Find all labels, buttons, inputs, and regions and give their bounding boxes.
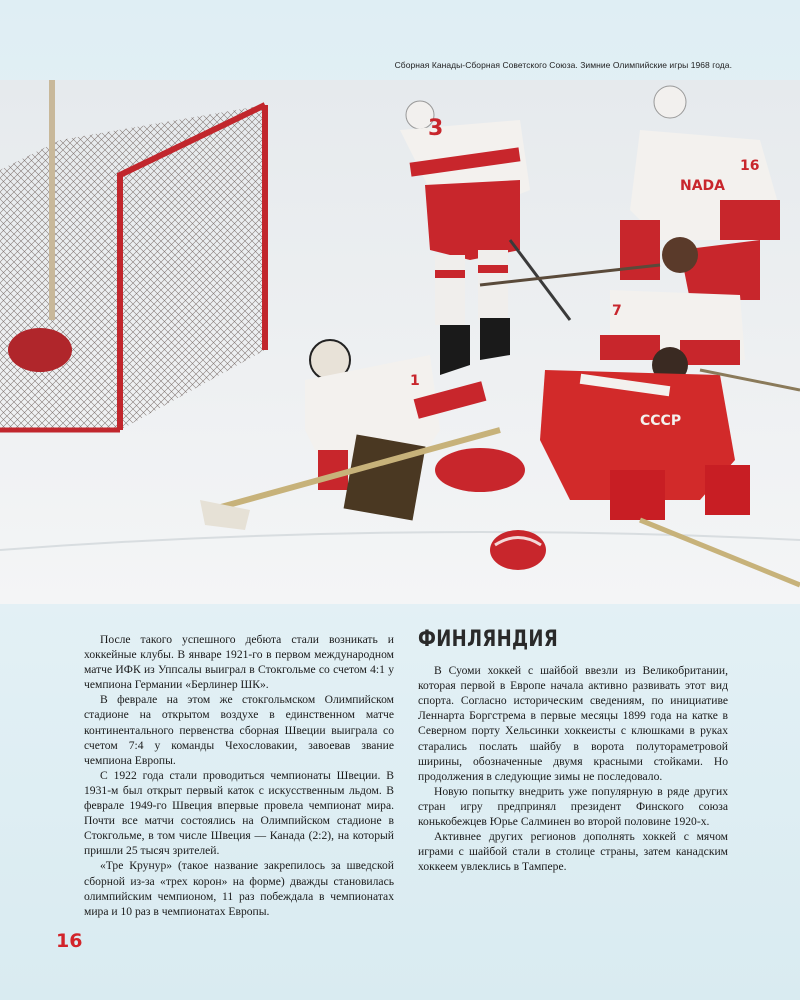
right-text-column bbox=[418, 627, 728, 874]
paragraph: Новую попытку внедрить уже популярную в ряде других стран игру предпринял президент Финского союза конькобежцев Юрье Салминен во второй половине 1920-х. bbox=[418, 784, 728, 829]
red-glove bbox=[8, 328, 72, 372]
paragraph: «Тре Крунур» (такое название закрепилось за шведской сборной из-за «трех корон» на форме) дважды становилась олимпийским чемпионом, 11 раз побеждала в чемпионатах мира и 10 раз в чемпионатах Европы. bbox=[84, 859, 394, 918]
paragraph: В Суоми хоккей с шайбой ввезли из Великобритании, которая первой в Европе начала активно развивать этот вид спорта. Согласно историческим сведениям, по инициативе Леннарта Боргстрема в первые месяцы 1899 года на катке в Северном порту Хельсинки хоккеисты с клюшками в руках старались послать шайбу в ворота полутораметровой ширины, обозначенные двумя красными стойками. Но продолжения в следующие зимы не последовало. bbox=[418, 664, 728, 783]
jersey-text-nada: NADA bbox=[680, 178, 726, 194]
left-text-column bbox=[84, 632, 394, 919]
paragraph: В феврале на этом же стокгольмском Олимпийском стадионе на открытом воздухе в единственном матче континентального первенства сборная Швеции выиграла со счетом 7:4 у команды Чехословакии, завоевав звание чемпиона Европы. bbox=[84, 693, 394, 767]
paragraph: После такого успешного дебюта стали возникать и хоккейные клубы. В январе 1921-го в первом международном матче ИФК из Уппсалы выиграл в Стокгольме со счетом 4:1 у чемпиона Германии «Берлинер ШК». bbox=[84, 633, 394, 692]
hockey-scene-illustration bbox=[0, 80, 800, 604]
paragraph: С 1922 года стали проводиться чемпионаты Швеции. В 1931-м был открыт первый каток с искусственным льдом. В феврале 1949-го Швеция впервые провела чемпионат мира. Почти все матчи состоялись на Олимпийском стадионе в Стокгольме, в том числе Швеция — Канада (2:2), на который пришли 25 тысяч зрителей. bbox=[84, 768, 394, 858]
page-number: 16 bbox=[56, 930, 83, 952]
jersey-number-3: 3 bbox=[428, 116, 444, 141]
hockey-photo bbox=[0, 80, 800, 604]
photo-caption: Сборная Канады-Сборная Советского Союза. Зимние Олимпийские игры 1968 года. bbox=[394, 60, 732, 70]
jersey-number-1: 1 bbox=[410, 373, 420, 389]
paragraph: Активнее других регионов дополнять хоккей с мячом играми с шайбой стали в столице страны, затем канадским хоккеем увлеклись в Тампере. bbox=[418, 830, 728, 874]
jersey-number-7: 7 bbox=[612, 303, 622, 319]
jersey-text-cccp: CCCP bbox=[640, 413, 682, 429]
jersey-number-16: 16 bbox=[740, 158, 760, 174]
section-heading: ФИНЛЯНДИЯ bbox=[418, 627, 559, 652]
